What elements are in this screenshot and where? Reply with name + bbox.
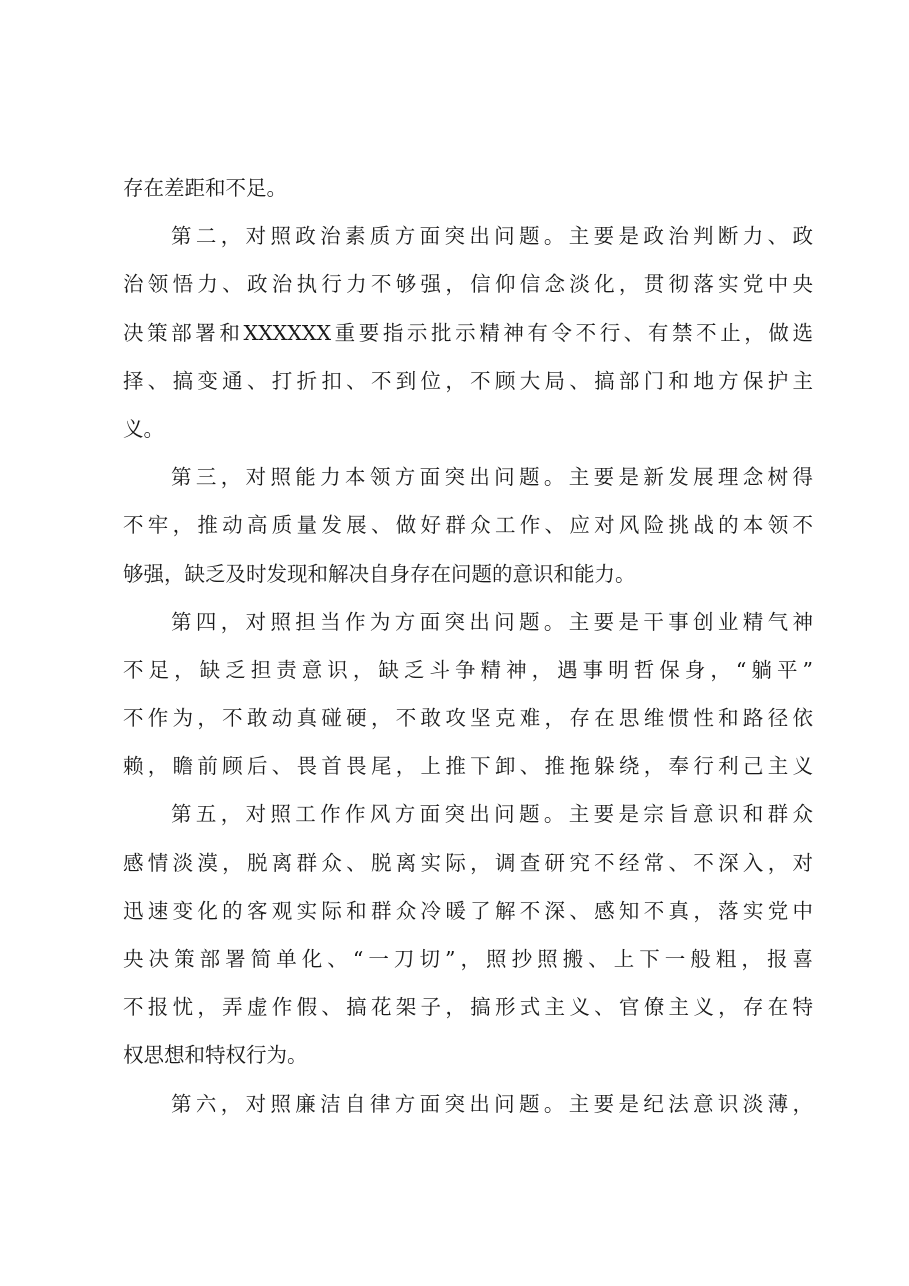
- text-line: 不作为，不敢动真碰硬，不敢攻坚克难，存在思维惯性和路径依: [123, 706, 813, 731]
- text-line: 权思想和特权行为。: [123, 1043, 308, 1068]
- paragraph-first-line: 第二，对照政治素质方面突出问题。主要是政治判断力、政: [171, 224, 813, 249]
- text-line: 决策部署和XXXXXX重要指示批示精神有令不行、有禁不止，做选: [123, 320, 813, 345]
- paragraph-first-line: 第四，对照担当作为方面突出问题。主要是干事创业精气神: [171, 609, 813, 634]
- paragraph-first-line: 第六，对照廉洁自律方面突出问题。主要是纪法意识淡薄，: [171, 1091, 813, 1116]
- text-line: 够强，缺乏及时发现和解决自身存在问题的意识和能力。: [123, 561, 636, 586]
- text-line: 义。: [123, 416, 164, 441]
- paragraph-first-line: 第五，对照工作作风方面突出问题。主要是宗旨意识和群众: [171, 802, 813, 827]
- text-line: 治领悟力、政治执行力不够强，信仰信念淡化，贯彻落实党中央: [123, 272, 813, 297]
- text-line: 感情淡漠，脱离群众、脱离实际，调查研究不经常、不深入，对: [123, 850, 813, 875]
- text-line: 不牢，推动高质量发展、做好群众工作、应对风险挑战的本领不: [123, 513, 813, 538]
- document-body: [123, 164, 813, 1128]
- text-line: 择、搞变通、打折扣、不到位，不顾大局、搞部门和地方保护主: [123, 368, 813, 393]
- text-line: 不足，缺乏担责意识，缺乏斗争精神，遇事明哲保身，“躺平”: [123, 657, 813, 682]
- paragraph-first-line: 第三，对照能力本领方面突出问题。主要是新发展理念树得: [171, 465, 813, 490]
- text-line: 存在差距和不足。: [123, 176, 287, 200]
- text-line: 不报忧，弄虚作假、搞花架子，搞形式主义、官僚主义，存在特: [123, 995, 813, 1020]
- text-line: 央决策部署简单化、“一刀切”，照抄照搬、上下一般粗，报喜: [123, 947, 813, 971]
- text-line: 赖，瞻前顾后、畏首畏尾，上推下卸、推拖躲绕，奉行利己主义: [123, 754, 813, 779]
- text-line: 迅速变化的客观实际和群众冷暖了解不深、感知不真，落实党中: [123, 898, 813, 923]
